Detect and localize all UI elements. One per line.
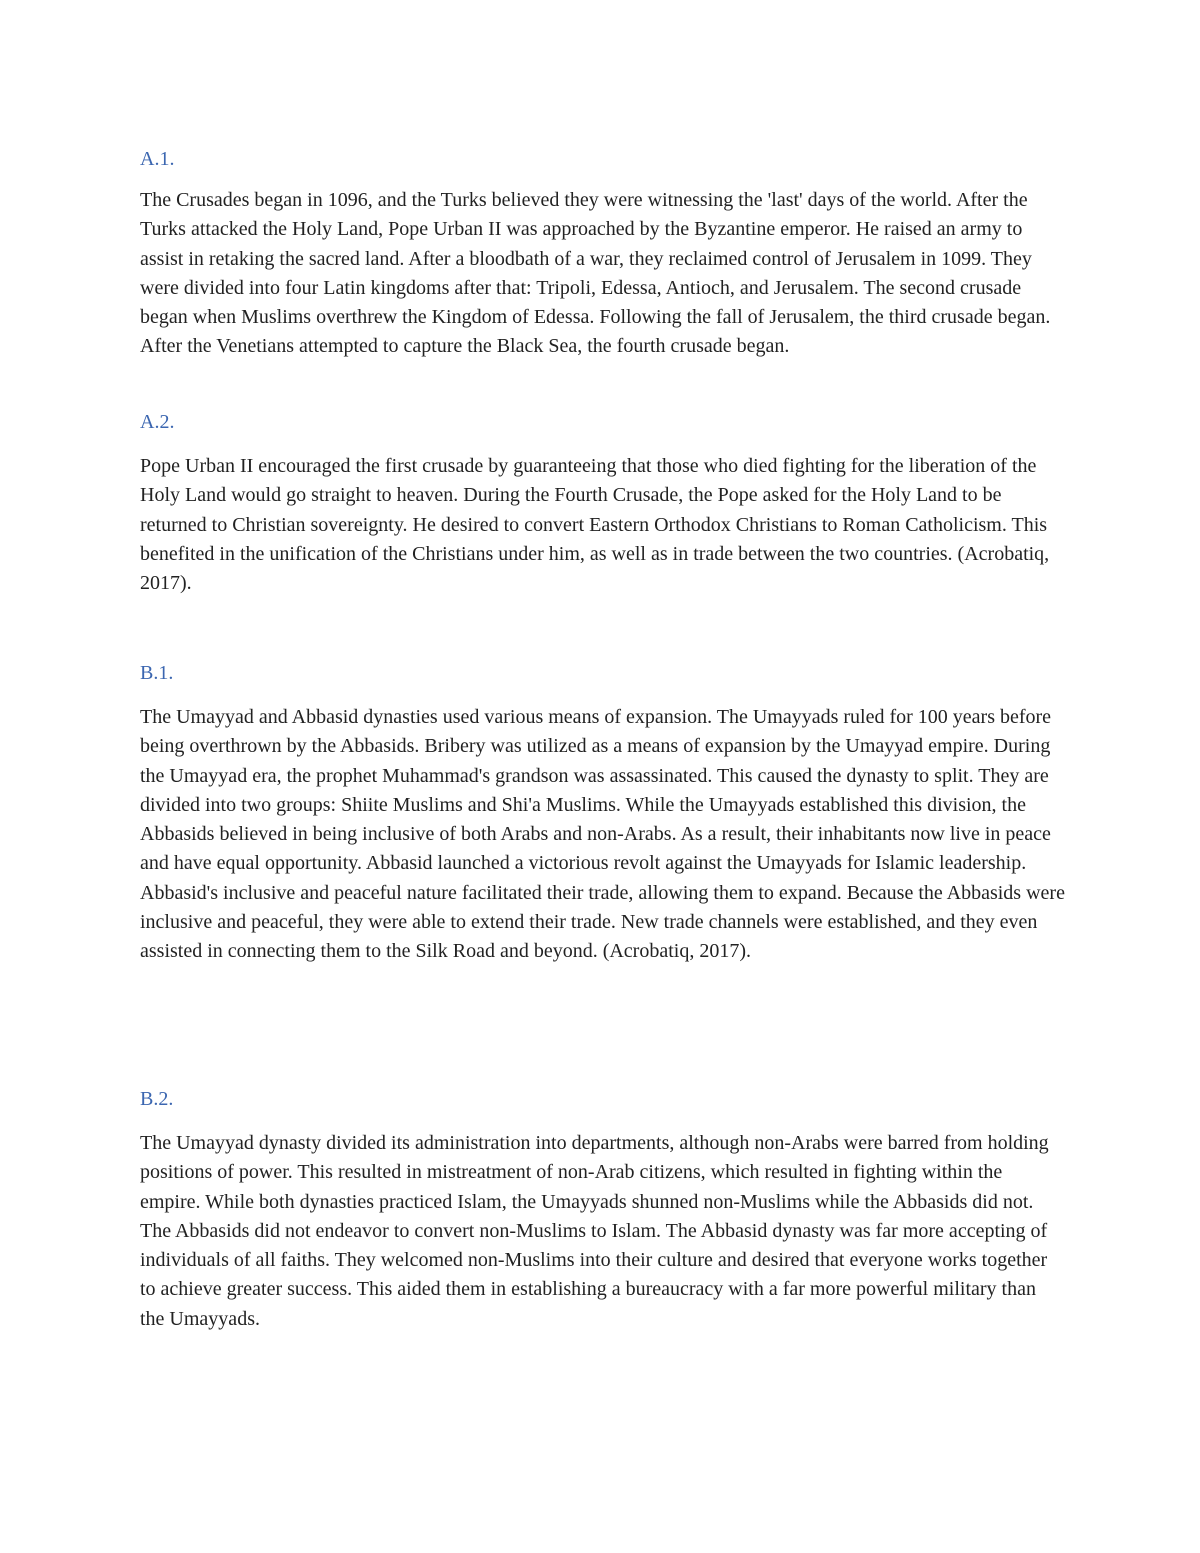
section-heading-b2: B.2. [140,1088,174,1110]
section-body-a1: The Crusades began in 1096, and the Turks believed they were witnessing the 'last' days of the world. After the Turks attacked the Holy Land, Pope Urban II was approached by the Byzantine emperor. He raised an army to assist in retaking the sacred land. After a bloodbath of a war, they reclaimed control of Jerusalem in 1099. They were divided into four Latin kingdoms after that: Tripoli, Edessa, Antioch, and Jerusalem. The second crusade began when Muslims overthrew the Kingdom of Edessa. Following the fall of Jerusalem, the third crusade began. After the Venetians attempted to capture the Black Sea, the fourth crusade began. [140,189,1051,358]
section-body-b2: The Umayyad dynasty divided its administration into departments, although non-Arabs were barred from holding positions of power. This resulted in mistreatment of non-Arab citizens, which resulted in fighting within the empire. While both dynasties practiced Islam, the Umayyads shunned non-Muslims while the Abbasids did not. The Abbasids did not endeavor to convert non-Muslims to Islam. The Abbasid dynasty was far more accepting of individuals of all faiths. They welcomed non-Muslims into their culture and desired that everyone works together to achieve greater success. This aided them in establishing a bureaucracy with a far more powerful military than the Umayyads. [140,1132,1049,1330]
section-heading-a2: A.2. [140,411,175,433]
section-body-a2: Pope Urban II encouraged the first crusade by guaranteeing that those who died fighting for the liberation of the Holy Land would go straight to heaven. During the Fourth Crusade, the Pope asked for the Holy Land to be returned to Christian sovereignty. He desired to convert Eastern Orthodox Christians to Roman Catholicism. This benefited in the unification of the Christians under him, as well as in trade between the two countries. (Acrobatiq, 2017). [140,455,1050,595]
section-heading-a1: A.1. [140,148,175,170]
section-body-b1: The Umayyad and Abbasid dynasties used various means of expansion. The Umayyads ruled for 100 years before being overthrown by the Abbasids. Bribery was utilized as a means of expansion by the Umayyad empire. During the Umayyad era, the prophet Muhammad's grandson was assassinated. This caused the dynasty to split. They are divided into two groups: Shiite Muslims and Shi'a Muslims. While the Umayyads established this division, the Abbasids believed in being inclusive of both Arabs and non-Arabs. As a result, their inhabitants now live in peace and have equal opportunity. Abbasid launched a victorious revolt against the Umayyads for Islamic leadership. Abbasid's inclusive and peaceful nature facilitated their trade, allowing them to expand. Because the Abbasids were inclusive and peaceful, they were able to extend their trade. New trade channels were established, and they even assisted in connecting them to the Silk Road and beyond. (Acrobatiq, 2017). [140,706,1065,963]
section-heading-b1: B.1. [140,662,174,684]
